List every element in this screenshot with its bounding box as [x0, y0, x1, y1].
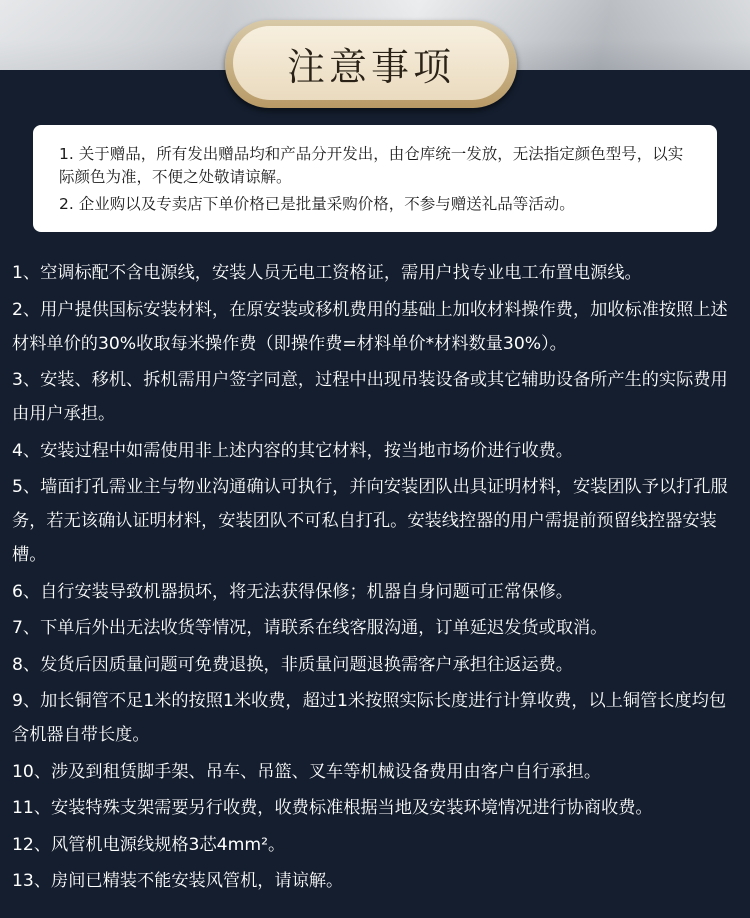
title-badge [233, 26, 509, 100]
list-item: 5、墙面打孔需业主与物业沟通确认可执行，并向安装团队出具证明材料，安装团队予以打孔服务，若无该确认证明材料，安装团队不可私自打孔。安装线控器的用户需提前预留线控器安装槽。 [12, 477, 728, 565]
list-item: 1、空调标配不含电源线，安装人员无电工资格证，需用户找专业电工布置电源线。 [12, 263, 642, 283]
list-item: 2、用户提供国标安装材料，在原安装或移机费用的基础上加收材料操作费，加收标准按照上述材料单价的30%收取每米操作费（即操作费=材料单价*材料数量30%）。 [12, 299, 728, 354]
list-item: 11、安装特殊支架需要另行收费，收费标准根据当地及安装环境情况进行协商收费。 [12, 798, 653, 818]
page-title: 注意事项 [286, 44, 455, 89]
notice-box [33, 125, 717, 232]
notice-line-2: 2. 企业购以及专卖店下单价格已是批量采购价格，不参与赠送礼品等活动。 [59, 195, 575, 213]
list-item: 3、安装、移机、拆机需用户签字同意，过程中出现吊装设备或其它辅助设备所产生的实际费用由用户承担。 [12, 370, 728, 424]
list-item: 6、自行安装导致机器损坏，将无法获得保修；机器自身问题可正常保修。 [12, 581, 573, 602]
terms-list [12, 256, 742, 901]
list-item: 9、加长铜管不足1米的按照1米收费，超过1米按照实际长度进行计算收费，以上铜管长度均包含机器自带长度。 [12, 691, 727, 745]
list-item: 4、安装过程中如需使用非上述内容的其它材料，按当地市场价进行收费。 [12, 440, 573, 461]
list-item: 13、房间已精装不能安装风管机，请谅解。 [12, 871, 344, 891]
list-item: 7、下单后外出无法收货等情况，请联系在线客服沟通，订单延迟发货或取消。 [12, 618, 608, 638]
list-item: 12、风管机电源线规格3芯4mm²。 [12, 834, 286, 855]
list-item: 10、涉及到租赁脚手架、吊车、吊篮、叉车等机械设备费用由客户自行承担。 [12, 761, 602, 782]
list-item: 8、发货后因质量问题可免费退换，非质量问题退换需客户承担往返运费。 [12, 654, 573, 675]
notice-line-1: 1. 关于赠品，所有发出赠品均和产品分开发出，由仓库统一发放，无法指定颜色型号，以实际颜色为准，不便之处敬请谅解。 [59, 145, 684, 186]
